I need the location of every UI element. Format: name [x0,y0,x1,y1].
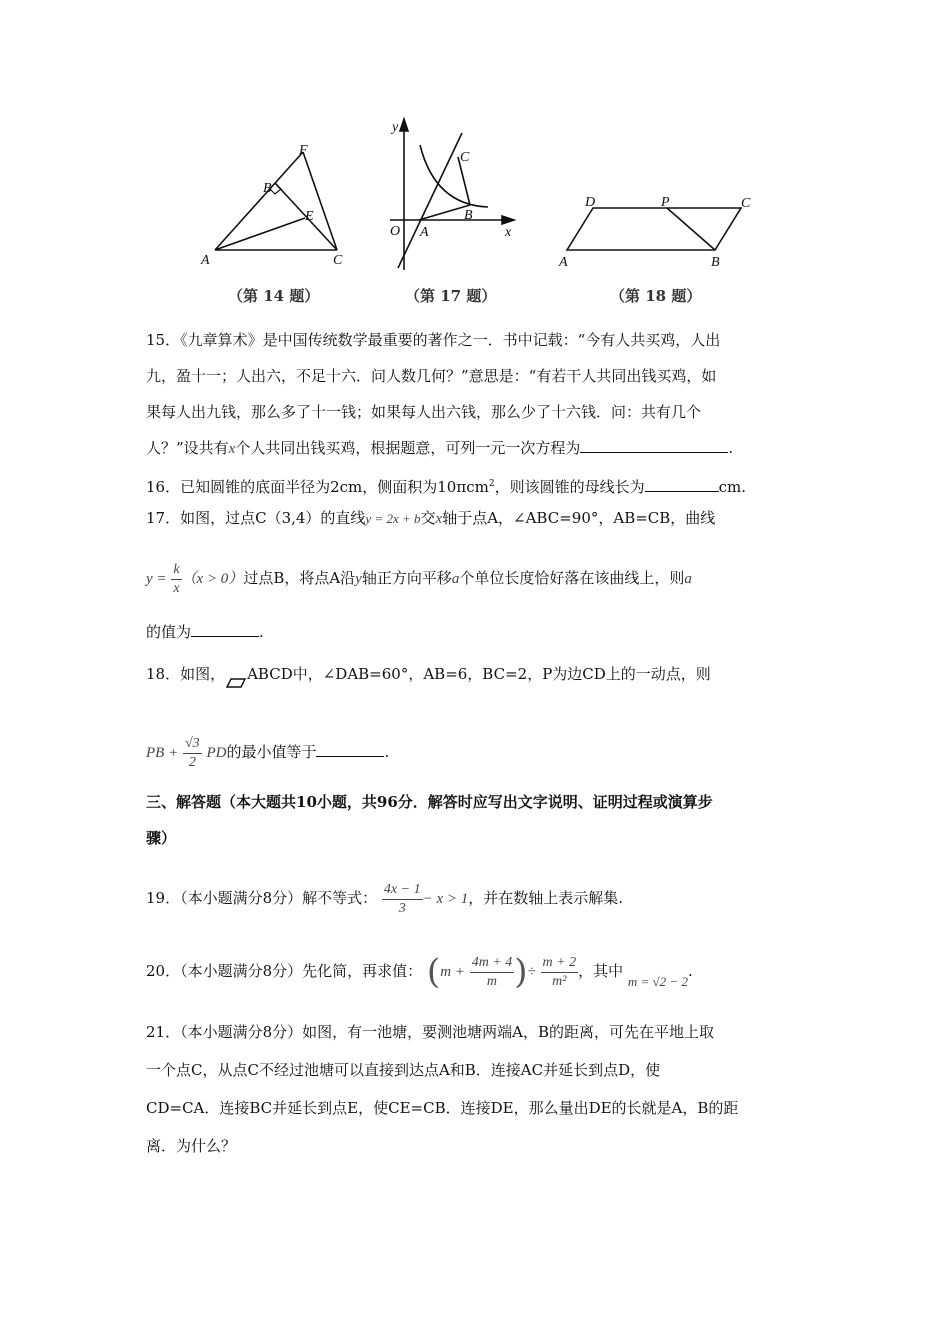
q17-text-c: 轴于点A，∠ABC=90°，AB=CB，曲线 [442,509,716,527]
q17-text-b: 交 [420,509,436,527]
parallelogram-icon [225,667,247,689]
q15-end: . [728,439,734,457]
q18-text-b: ABCD中，∠DAB=60°，AB=6，BC=2，P为边CD上的一动点，则 [247,665,711,683]
q20-m-plus: m + [440,964,465,980]
q18-fraction-sqrt3-over-2: $\frac{√3}{2}$ [184,735,200,770]
q17-end: . [259,623,264,641]
q15-var-x: x [228,441,236,457]
q19-line [146,876,623,921]
q21-line-2: 一个点C，从点C不经过池塘可以直接到达点A和B．连接AC并延长到点D，使 [146,1061,661,1079]
figure-14-triangle [195,140,355,270]
q17-text-f: 个单位长度恰好落在该曲线上，则 [459,569,685,587]
q18-answer-blank[interactable] [316,742,384,757]
q20-divide: ÷ [527,964,536,980]
svg-text:F: F [299,143,308,158]
figure-18-caption: （第 18 题） [610,287,702,305]
svg-text:x: x [505,225,512,240]
q19-suffix: ，并在数轴上表示解集. [468,889,624,907]
right-paren: ) [514,952,528,992]
section-3-heading-line-2: 骤） [146,829,177,847]
svg-text:C: C [460,150,470,165]
q17-y-var: y [355,571,362,587]
q16-answer-blank[interactable] [645,477,719,492]
q21-line-3: CD=CA．连接BC并延长到点E，使CE=CB．连接DE，那么量出DE的长就是A，B的距 [146,1099,739,1117]
q15-line-1: 15．《九章算术》是中国传统数学最重要的著作之一．书中记载：“今有人共买鸡，人出 [146,331,721,349]
svg-text:P: P [661,195,670,210]
q16-text-a: 16．已知圆锥的底面半径为2cm，侧面积为10πcm [146,478,489,496]
q20-line [146,946,693,1007]
q17-text-e: 轴正方向平移 [361,569,452,587]
svg-text:C: C [333,253,343,268]
q15-line-3: 果每人出九钱，那么多了十一钱；如果每人出六钱，那么少了十六钱．问：共有几个 [146,403,702,421]
figure-17-graph [380,115,520,275]
section-3-heading-line-1: 三、解答题（本大题共10小题，共96分．解答时应写出文字说明、证明过程或演算步 [146,793,713,811]
q18-line-2 [146,730,389,775]
svg-text:D: D [585,195,596,210]
figure-18-parallelogram [555,190,765,270]
left-paren: ( [426,952,441,992]
q16-sup: 2 [488,479,495,489]
q17-line-1 [146,508,715,529]
svg-text:y: y [392,120,399,135]
q17-a-var: a [451,571,460,587]
q17-a-var-2: a [684,571,692,587]
q17-answer-blank[interactable] [191,622,259,637]
q18-pd: PD [206,745,227,761]
q20-condition: m = √2 − 2 [627,974,688,989]
q17-line-3 [146,622,264,642]
q15-text-a: 人？”设共有 [146,439,229,457]
q17-text-d: 过点B，将点A沿 [243,569,356,587]
svg-text:A: A [420,225,429,240]
q20-fraction-1: $\frac{4m + 4}{m}$ [471,954,513,989]
q18-text-c: 的最小值等于 [226,743,317,761]
svg-text:A: A [559,255,568,270]
q21-line-1: 21．（本小题满分8分）如图，有一池塘，要测池塘两端A，B的距离，可先在平地上取 [146,1023,714,1041]
q19-inequality-rest: − x > 1 [422,891,469,907]
q17-line-2 [146,556,692,601]
q18-text-a: 18．如图， [146,665,226,683]
q16-text-b: ，则该圆锥的母线长为 [494,478,645,496]
q16-end: cm. [718,478,746,496]
q15-answer-blank[interactable] [580,438,728,453]
svg-text:B: B [711,255,720,270]
q20-mid: ，其中 [578,962,624,980]
q17-line-equation: y = 2x + b [365,511,421,526]
svg-text:B: B [263,181,272,196]
q18-end: . [384,743,390,761]
svg-text:A: A [201,253,210,268]
q15-line-2: 九，盈十一；人出六，不足十六．问人数几何？”意思是：“有若干人共同出钱买鸡，如 [146,367,717,385]
figure-17-caption: （第 17 题） [405,287,497,305]
q17-condition: （x > 0） [181,571,244,587]
q17-y-eq: y = [146,571,167,587]
svg-text:E: E [305,209,314,224]
q17-x-var: x [435,511,443,527]
q19-fraction: $\frac{4x - 1}{3}$ [383,881,421,916]
figure-14-caption: （第 14 题） [228,287,320,305]
q17-text-a: 17．如图，过点C（3,4）的直线 [146,509,366,527]
q15-line-4 [146,438,733,459]
q20-fraction-2: $\frac{m + 2}{\text{m²}}$ [542,954,577,989]
q18-pb: PB + [146,745,179,761]
q16-line [146,474,746,497]
svg-text:B: B [464,208,473,223]
q17-fraction-k-over-x: $\frac{k}{x}$ [173,561,180,596]
q17-text-g: 的值为 [146,623,192,641]
q20-prefix: 20．（本小题满分8分）先化简，再求值： [146,962,423,980]
q20-end: . [687,962,693,980]
svg-text:C: C [741,196,751,211]
q19-prefix: 19．（本小题满分8分）解不等式： [146,889,378,907]
svg-text:O: O [390,224,401,239]
q15-text-b: 个人共同出钱买鸡，根据题意，可列一元一次方程为 [235,439,581,457]
q21-line-4: 离．为什么？ [146,1137,237,1155]
q18-line-1 [146,664,711,689]
